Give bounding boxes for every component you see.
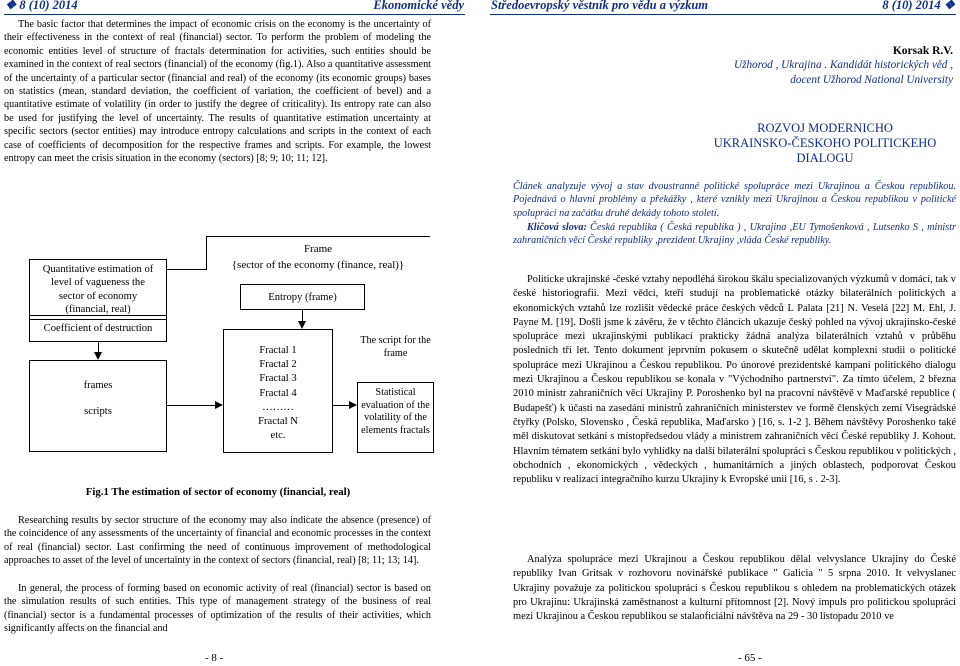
connector-line	[98, 342, 99, 352]
left-paragraph-2: Researching results by sector structure of the economy may also indicate the absence (presence) of the coincidence of any assessments of the uncertainty of financial and economic processes in the context of real (financial) sector. Last confirming the need of continuous improvement of methodological approaches to asset of the level of uncertainty in the context of sectors (financial, real) [8; 11; 13; 14].	[4, 515, 431, 567]
connector-line	[206, 236, 207, 270]
left-header-issue: ❖ 8 (10) 2014	[5, 0, 78, 12]
article-title-line-1: ROZVOJ MODERNICHO	[757, 121, 893, 135]
right-page-header	[490, 0, 956, 15]
fractal-item: Fractal 2	[259, 359, 297, 371]
left-header-journal: Ekonomické vědy	[373, 0, 464, 12]
keywords	[513, 221, 956, 248]
right-paragraph-2: Analýza spolupráce mezi Ukrajinou a Českou republikou dělal velvyslance Ukrajiny do České republiky Ivan Gritsak v rozhovoru novinářské publikace " Galicia " 5 srpna 2010. It velvyslanec Ukrajiny považuje za politickou spolupráci s Českou republikou s ohledem na problematických otázek pro Ukrajinu: Ukrajinská zaměstnanost a kulturní přítomnost [2]. Nový impuls pro politickou spolupráci mezi Ukrajinou a Českou republikou se stalaoficiální návštěva na 29 - 30 listopadu 2010 ve	[513, 554, 956, 623]
left-page-header	[4, 0, 465, 15]
arrow-right-icon	[215, 401, 223, 409]
entropy-box: Entropy (frame)	[240, 284, 365, 310]
author-name: Korsak R.V.	[892, 45, 953, 57]
frame-title: Frame	[303, 243, 333, 255]
fractal-item: ………	[262, 401, 294, 413]
keywords-label: Klíčová slova:	[527, 222, 587, 233]
frames-label: frames	[83, 380, 113, 391]
arrow-down-icon	[298, 321, 306, 329]
abstract: Článek analyzuje vývoj a stav dvoustranné politické spolupráce mezi Ukrajinou a Českou republikou. Pojednává o hlavní problémy a překážky , které vznikly mezi Ukrajinou a Českou republikou v politické spolupráci na začátku druhé dekády tohoto století.	[513, 181, 956, 219]
connector-line	[333, 405, 349, 406]
right-header-issue: 8 (10) 2014 ❖	[882, 0, 955, 12]
frame-subtitle: {sector of the economy (finance, real)}	[231, 259, 405, 272]
arrow-down-icon	[94, 352, 102, 360]
author-affiliation-1: Užhorod , Ukrajina . Kandidát historických věd ,	[734, 59, 953, 71]
figure-1-caption: Fig.1 The estimation of sector of economy (financial, real)	[85, 486, 351, 498]
article-title-line-2: UKRAINSKO-ČESKOHO POLITICKEHO DIALOGU	[713, 136, 937, 165]
scripts-label: scripts	[84, 406, 112, 417]
connector-line	[167, 405, 215, 406]
author-affiliation-2: docent Užhorod National University	[790, 74, 953, 86]
fractal-item: Fractal N	[258, 416, 298, 428]
script-for-frame-box: The script for the frame	[360, 335, 431, 360]
coefficient-of-destruction-box: Coefficient of destruction	[29, 315, 167, 342]
quantitative-estimation-box: Quantitative estimation of level of vagueness the sector of economy (financial, real)	[29, 259, 167, 320]
frames-scripts-box	[29, 360, 167, 452]
left-page-number: - 8 -	[205, 652, 224, 664]
keywords-text: Česká republika ( Česká republika ) , Ukrajina ,EU Tymošenková , Lutsenko S , ministr zahraničních věcí České republiky ,prezident Ukrajiny ,vláda České republiky.	[513, 222, 956, 247]
fractal-item: etc.	[270, 430, 286, 442]
fractal-item: Fractal 1	[259, 345, 297, 356]
right-paragraph-1: Politicke ukrajinské -české vztahy nepodléhá širokou škálu specializovaných výzkumů v domácí, tak v české historiografii. Mezi vědci, kteří studují na problematické otázky bilaterálních politických a ekonomických vztahů lze rozlišit vědecké práce českých vědců L Palata [21] N. Veselá [22] M. Ehl, J. Payne M. [19]. Došli jsme k závěru, že v těchto článcích ukazuje český pohled na vývoj ukrajinsko-české spolupráce mezi ukrajinskými publikací prakticky žádná analýza bilaterálních vztahů v průběhu posledních tří let. Tento dokument jeprvním pokusem o skutečně udělat komplexní studii o politické spolupráce mezi Ukrajinou a Českou republikou. Po únorové prezidentské kampani politického dialogu mezi Ukrajinou a Českou republikou se konala v "Východního partnerství". Za tímto účelem, 2 března 2010 ministr zahraničních věcí Ukrajiny P. Poroshenko byl na pracovní návštěvě v Maďarské republice ( Budapešť) k účasti na zasedání ministrů zahraničních ministerstev ve formě členských zemí Visegrádské čtyřky (Polsko, Slovensko , Česká republika, Maďarsko ) [16, s. 1-2 ]. Během návštěvy Poroshenko také měl diskutovat setkání s místopředsedou vlády a ministrem zahraničních věcí České republiky J. Kohout. Hlavním tématem setkání bylo vyhlídky na další bilaterální spolupráci s Českou republikou v politických , obchodních , ekonomických , vědeckých , humanitárních a jiných oblastech, podporovat Českou republiku v realizaci integračního kurzu Ukrajiny k Evropské unii [16, s . 2-3].	[513, 274, 956, 486]
arrow-right-icon	[349, 401, 357, 409]
statistical-evaluation-box: Statistical evaluation of the volatility of the elements fractals	[357, 382, 434, 453]
connector-line	[167, 269, 206, 270]
left-paragraph-3: In general, the process of forming based on economic activity of real (financial) sector is based on the simulation results of such entities. This type of management strategy of the business of real (financial) sector is a fundamental processes of optimization of the results of their activities, which significantly affects on the financial and	[4, 583, 431, 635]
fractal-item: Fractal 3	[259, 373, 297, 385]
left-paragraph-1: The basic factor that determines the impact of economic crisis on the economy is the uncertainty of their effectiveness in the context of real (financial) sector. To perform the problem of modeling the economic entities level of structure of fractals determination for activities, such entities should be examined in the context of real sectors (financial) of the economy (fig.1). Also a quantitative assessment of the uncertainty of a particular sector (financial and real) of the economy (its economic groups) bases on statistics (mean, standard deviation, the coefficient of variation, the coefficient of bevel) and a quantitative estimate of volatility (in order to justify the degree of criticality). Its entropy rate can also be used for justifying the level of uncertainty. The results of quantitative estimation uncertainty at specific sectors (sector entities) may introduce entropy calculations and scripts in the context of each case of coefficients of decomposition for the respective frames and scripts. For example, the lowest entropy can meet the crisis situation in the economy (sectors) [8; 9; 10; 11; 12].	[4, 19, 431, 165]
right-header-journal: Středoevropský věstník pro vědu a výzkum	[491, 0, 708, 12]
fractal-item: Fractal 4	[259, 387, 297, 399]
right-page-number: - 65 -	[738, 652, 762, 664]
fractals-box	[223, 329, 333, 453]
